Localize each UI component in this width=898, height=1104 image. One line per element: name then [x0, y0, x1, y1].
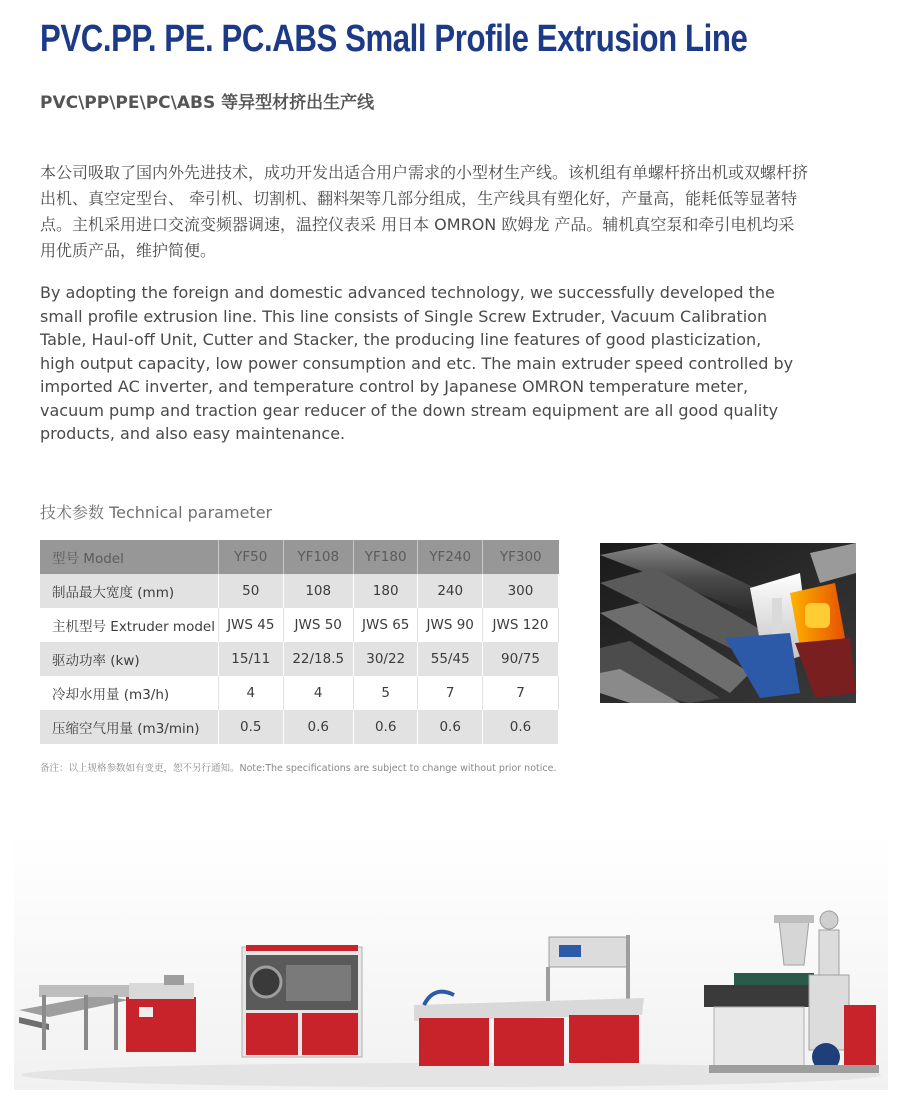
table-cell: 7 — [482, 676, 558, 710]
description-chinese: 本公司吸取了国内外先进技术，成功开发出适合用户需求的小型材生产线。该机组有单螺杆挤出机或双螺杆挤出机、真空定型台、 牵引机、切割机、翻料架等几部分组成，生产线具有塑化好，产量高，能耗低等显著特点。主机采用进口交流变频器调速，温控仪表采 用日本 OMRON 欧姆龙 产品。辅机真空泵和牵引电机均采用优质产品，维护简便。 — [40, 163, 809, 260]
page-subtitle: PVC\PP\PE\PC\ABS 等异型材挤出生产线 — [40, 93, 375, 113]
table-row — [40, 608, 559, 642]
spec-header-cell: YF180 — [353, 540, 418, 574]
table-cell: JWS 120 — [482, 608, 558, 642]
table-cell: 0.6 — [418, 710, 483, 744]
table-cell: 30/22 — [353, 642, 418, 676]
row-label: 压缩空气用量 (m3/min) — [40, 710, 219, 744]
table-cell: 50 — [219, 574, 284, 608]
table-cell: 7 — [418, 676, 483, 710]
table-cell: 22/18.5 — [283, 642, 353, 676]
table-cell: 15/11 — [219, 642, 284, 676]
table-cell: 4 — [219, 676, 284, 710]
production-line-machines-photo — [14, 835, 888, 1090]
table-cell: 300 — [482, 574, 558, 608]
row-label: 冷却水用量 (m3/h) — [40, 676, 219, 710]
table-row — [40, 642, 559, 676]
table-row — [40, 574, 559, 608]
spec-table — [40, 540, 559, 744]
spec-note: 备注：以上规格参数如有变更，恕不另行通知。Note:The specifications are subject to change without prior notice. — [40, 763, 557, 774]
description-english: By adopting the foreign and domestic advanced technology, we successfully developed the small profile extrusion line. This line consists of Single Screw Extruder, Vacuum Calibration Table, Haul-off Unit, Cutter and Stacker, the producing line features of good plasticization, high output capacity, low power consumption and etc. The main extruder speed controlled by imported AC inverter, and temperature control by Japanese OMRON temperature meter, vacuum pump and traction gear reducer of the down stream equipment are all good quality products, and also easy maintenance. — [40, 283, 794, 443]
spec-header-cell: YF300 — [499, 549, 542, 565]
table-cell: 55/45 — [418, 642, 483, 676]
spec-header-model: 型号 Model — [40, 540, 219, 574]
table-cell: 0.6 — [353, 710, 418, 744]
profile-samples-photo — [600, 543, 856, 703]
haul-off-machine — [242, 945, 362, 1057]
table-row — [40, 676, 559, 710]
row-label: 制品最大宽度 (mm) — [40, 574, 219, 608]
table-cell: 5 — [353, 676, 418, 710]
row-label: 主机型号 Extruder model — [40, 608, 219, 642]
table-cell: JWS 90 — [418, 608, 483, 642]
spec-heading: 技术参数 Technical parameter — [40, 503, 273, 522]
row-label: 驱动功率 (kw) — [40, 642, 219, 676]
table-cell: 180 — [353, 574, 418, 608]
table-cell: 240 — [418, 574, 483, 608]
spec-header-row — [40, 540, 559, 574]
table-cell: 0.6 — [283, 710, 353, 744]
table-cell: JWS 65 — [353, 608, 418, 642]
table-row — [40, 710, 559, 744]
table-cell: JWS 45 — [219, 608, 284, 642]
spec-header-cell: YF50 — [219, 540, 284, 574]
table-cell: 0.6 — [482, 710, 558, 744]
table-cell: 90/75 — [482, 642, 558, 676]
page-title: PVC.PP. PE. PC.ABS Small Profile Extrusion Line — [40, 18, 748, 60]
table-cell: 0.5 — [219, 710, 284, 744]
table-cell: 4 — [283, 676, 353, 710]
spec-header-cell: YF240 — [418, 540, 483, 574]
table-cell: JWS 50 — [283, 608, 353, 642]
table-cell: 108 — [283, 574, 353, 608]
spec-header-cell: YF108 — [283, 540, 353, 574]
